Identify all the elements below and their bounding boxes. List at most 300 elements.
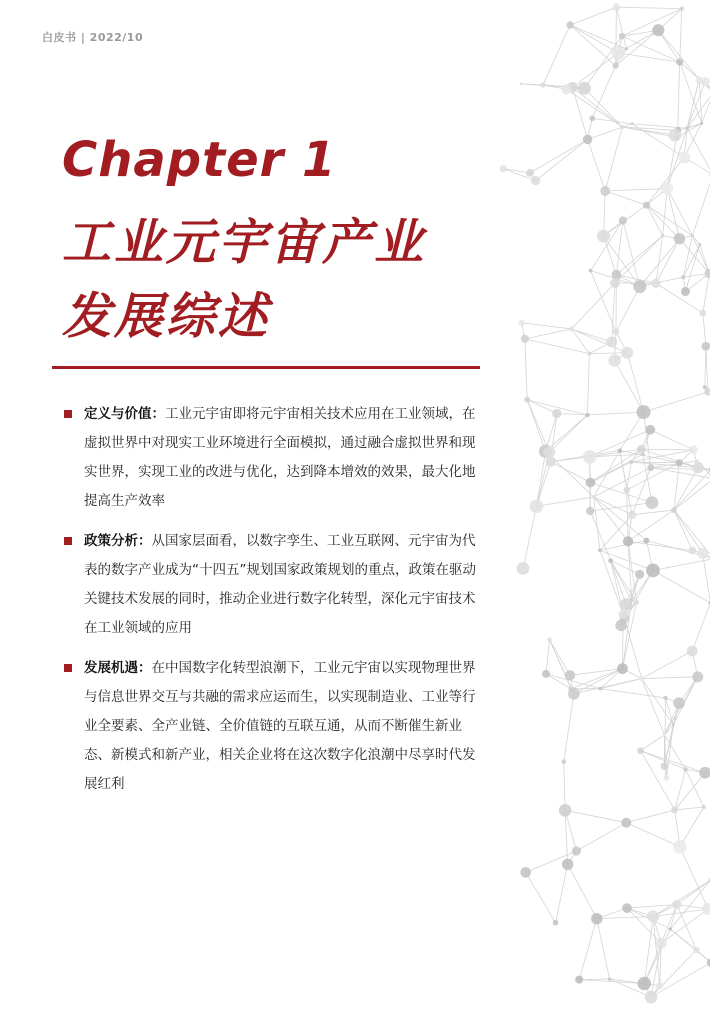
network-line	[605, 188, 667, 190]
network-line	[632, 510, 674, 515]
network-node	[619, 216, 627, 224]
network-node	[517, 562, 530, 575]
network-line	[642, 651, 693, 679]
network-node	[652, 24, 664, 36]
network-line	[679, 236, 692, 239]
network-line	[579, 919, 597, 980]
network-line	[658, 30, 699, 79]
network-line	[703, 273, 709, 313]
network-node	[704, 268, 710, 278]
network-line	[679, 463, 710, 470]
network-line	[685, 273, 709, 291]
network-line	[521, 84, 572, 87]
network-node	[703, 385, 707, 389]
network-line	[643, 454, 652, 502]
network-node	[586, 478, 596, 488]
network-line	[622, 127, 678, 130]
network-line	[546, 640, 549, 674]
network-line	[665, 766, 667, 778]
network-line	[686, 769, 706, 772]
network-node	[585, 413, 590, 418]
title-divider	[52, 366, 480, 369]
network-node	[619, 33, 625, 39]
network-line	[591, 271, 616, 332]
network-line	[664, 735, 666, 778]
network-node	[587, 352, 591, 356]
network-line	[700, 245, 710, 274]
network-line	[665, 698, 666, 766]
network-node	[530, 500, 544, 514]
network-line	[627, 908, 670, 929]
network-line	[616, 53, 619, 66]
network-node	[699, 310, 706, 317]
network-line	[641, 449, 698, 467]
network-line	[699, 79, 710, 92]
network-line	[565, 810, 568, 864]
network-line	[622, 127, 675, 135]
network-node	[685, 126, 689, 130]
network-line	[549, 640, 571, 689]
network-line	[675, 135, 677, 137]
network-line	[610, 979, 651, 997]
network-line	[643, 430, 650, 455]
network-node	[674, 127, 681, 134]
network-line	[653, 570, 710, 603]
network-line	[685, 245, 699, 292]
network-line	[536, 452, 549, 506]
network-node	[646, 563, 660, 577]
network-line	[600, 515, 632, 550]
network-node	[615, 620, 627, 632]
network-nodes	[500, 3, 710, 1003]
network-line	[686, 769, 704, 807]
network-node	[552, 409, 561, 418]
network-line	[647, 157, 685, 205]
network-line	[675, 810, 680, 847]
network-node	[562, 859, 573, 870]
network-line	[647, 205, 663, 236]
network-line	[628, 515, 632, 542]
network-line	[530, 139, 588, 172]
network-line	[632, 124, 684, 158]
network-node	[696, 77, 703, 84]
network-node	[692, 671, 703, 682]
network-node	[518, 320, 524, 326]
network-line	[656, 283, 703, 313]
chapter-title-line-1: 工业元宇宙产业	[62, 214, 427, 271]
network-line	[543, 85, 584, 88]
network-line	[615, 275, 616, 283]
network-line	[656, 239, 680, 284]
network-line	[604, 236, 640, 286]
network-node	[678, 151, 690, 163]
network-node	[698, 243, 701, 246]
network-line	[670, 929, 696, 950]
network-line	[623, 570, 653, 614]
network-line	[631, 462, 679, 463]
bullet-text: 在中国数字化转型浪潮下，工业元宇宙以实现物理世界与信息世界交互与共融的需求应运而生，以实现制造业、工业等行业全要素、全产业链、全价值链的互联互通，从而不断催生新业态、新模式和新产业，相关企业将在这次数字化浪潮中尽享时代发展红利	[84, 660, 476, 792]
network-line	[702, 92, 710, 124]
network-line	[616, 221, 623, 275]
network-line	[627, 462, 631, 490]
network-line	[683, 273, 709, 277]
network-line	[616, 287, 640, 332]
network-line	[680, 62, 700, 79]
network-node	[672, 900, 681, 909]
network-line	[588, 124, 633, 140]
network-node	[621, 818, 631, 828]
network-line	[584, 36, 622, 88]
network-line	[610, 979, 645, 983]
network-line	[527, 400, 549, 452]
network-line	[612, 283, 615, 342]
network-line	[615, 332, 616, 361]
network-line	[523, 506, 537, 568]
chapter-title	[62, 206, 482, 354]
network-line	[692, 603, 710, 651]
network-line	[678, 123, 702, 130]
network-line	[666, 725, 673, 778]
network-node	[546, 456, 556, 466]
network-node	[637, 747, 644, 754]
network-line	[651, 461, 697, 467]
network-node	[661, 762, 669, 770]
network-line	[679, 450, 693, 463]
network-node	[702, 903, 710, 915]
network-line	[644, 392, 708, 412]
document-header: 白皮书 | 2022/10	[42, 31, 144, 44]
network-line	[653, 909, 708, 916]
network-line	[640, 751, 705, 773]
network-line	[616, 36, 622, 66]
network-node	[553, 920, 559, 926]
network-node	[547, 637, 552, 642]
network-line	[646, 540, 710, 558]
network-line	[588, 139, 606, 191]
network-node	[673, 697, 685, 709]
network-line	[627, 353, 643, 412]
network-node	[559, 804, 572, 817]
square-bullet-icon	[64, 537, 72, 545]
network-line	[683, 236, 692, 278]
network-line	[611, 561, 626, 604]
network-node	[612, 3, 620, 11]
network-line	[653, 559, 710, 571]
network-line	[624, 604, 626, 618]
network-line	[567, 89, 623, 127]
network-line	[616, 7, 626, 49]
network-line	[703, 553, 710, 603]
network-node	[561, 84, 571, 94]
network-line	[705, 82, 710, 92]
network-line	[684, 157, 710, 174]
network-line	[666, 698, 680, 703]
network-line	[687, 79, 699, 128]
network-node	[641, 452, 645, 456]
network-line	[670, 880, 710, 929]
network-line	[692, 651, 698, 677]
network-line	[570, 25, 616, 66]
network-line	[536, 462, 550, 507]
network-line	[674, 510, 703, 553]
network-line	[647, 205, 693, 235]
network-node	[566, 21, 573, 28]
network-line	[536, 451, 545, 506]
network-line	[620, 412, 644, 450]
network-node	[676, 59, 683, 66]
network-line	[705, 387, 708, 392]
network-line	[591, 271, 640, 287]
network-line	[600, 550, 653, 570]
network-line	[679, 239, 709, 274]
network-line	[567, 87, 573, 89]
network-line	[692, 175, 710, 236]
network-line	[622, 614, 623, 668]
network-line	[572, 53, 618, 87]
network-line	[640, 239, 680, 287]
network-node	[656, 982, 663, 989]
network-line	[631, 462, 698, 468]
network-line	[571, 329, 589, 354]
network-line	[665, 725, 674, 766]
network-line	[675, 773, 705, 810]
network-node	[645, 425, 655, 435]
network-node	[617, 663, 628, 674]
network-line	[674, 510, 692, 550]
network-line	[665, 703, 680, 766]
network-line	[644, 929, 670, 983]
network-node	[704, 388, 710, 395]
network-line	[551, 413, 557, 461]
network-line	[679, 463, 698, 468]
network-line	[611, 561, 625, 618]
network-node	[671, 806, 678, 813]
network-node	[611, 270, 621, 280]
network-line	[618, 30, 658, 53]
network-line	[651, 950, 696, 997]
network-line	[687, 128, 710, 174]
network-line	[627, 490, 628, 541]
network-line	[653, 916, 661, 943]
network-line	[527, 400, 545, 451]
bullet-text: 从国家层面看，以数字孪生、工业互联网、元宇宙为代表的数字产业成为“十四五”规划国家政策规划的重点，政策在驱动关键技术发展的同时，推动企业进行数字化转型，深化元宇宙技术在工业领域的应用	[84, 533, 476, 636]
network-node	[572, 846, 581, 855]
network-line	[644, 983, 651, 997]
network-node	[583, 135, 593, 145]
network-line	[692, 236, 699, 245]
network-line	[600, 689, 665, 698]
network-line	[590, 482, 652, 502]
network-line	[664, 703, 679, 735]
network-line	[641, 430, 650, 449]
network-node	[663, 775, 669, 781]
network-line	[658, 30, 679, 62]
network-line	[632, 468, 651, 515]
network-node	[700, 122, 703, 125]
network-node	[583, 450, 597, 464]
network-line	[571, 669, 622, 689]
network-node	[520, 867, 531, 878]
network-line	[641, 449, 693, 450]
network-line	[527, 400, 557, 414]
network-line	[675, 769, 686, 810]
network-node	[689, 445, 698, 454]
network-line	[623, 221, 640, 287]
network-node	[637, 445, 645, 453]
network-line	[594, 497, 647, 541]
network-line	[590, 449, 641, 482]
network-line	[622, 600, 631, 668]
network-node	[591, 913, 602, 924]
network-line	[679, 677, 698, 703]
network-line	[680, 807, 704, 847]
network-line	[565, 810, 626, 822]
network-line	[675, 807, 704, 810]
network-line	[626, 574, 640, 604]
network-node	[592, 495, 595, 498]
network-node	[663, 696, 667, 700]
network-line	[503, 169, 530, 173]
network-line	[587, 354, 589, 415]
network-node	[674, 233, 685, 244]
network-node	[621, 347, 633, 359]
network-line	[699, 79, 705, 82]
network-line	[564, 762, 565, 811]
network-node	[646, 496, 659, 509]
network-line	[651, 943, 661, 997]
network-line	[667, 130, 678, 188]
network-line	[564, 694, 574, 762]
network-line	[616, 275, 639, 287]
square-bullet-icon	[64, 410, 72, 418]
network-line	[664, 725, 673, 735]
chapter-label: Chapter 1	[62, 132, 337, 188]
network-line	[597, 916, 653, 918]
network-line	[616, 49, 627, 66]
network-line	[687, 92, 710, 129]
network-line	[692, 236, 709, 274]
network-line	[677, 880, 710, 905]
network-line	[624, 618, 641, 679]
network-line	[632, 574, 640, 600]
network-line	[673, 677, 697, 725]
network-node	[521, 335, 529, 343]
network-line	[699, 81, 705, 82]
network-line	[651, 468, 710, 479]
network-line	[536, 497, 593, 506]
network-node	[608, 977, 612, 981]
network-line	[597, 908, 627, 919]
network-line	[594, 468, 651, 497]
network-line	[525, 339, 590, 354]
network-node	[597, 230, 610, 243]
network-node	[693, 947, 699, 953]
network-line	[670, 929, 710, 963]
network-node	[634, 600, 639, 605]
network-line	[653, 916, 660, 985]
network-line	[546, 451, 594, 497]
network-line	[597, 919, 610, 979]
network-line	[640, 277, 683, 286]
network-line	[616, 30, 659, 65]
network-line	[640, 735, 664, 751]
network-line	[683, 245, 699, 277]
network-node	[645, 991, 658, 1004]
network-line	[632, 124, 687, 128]
network-node	[565, 670, 575, 680]
bullet-key: 定义与价值：	[84, 406, 165, 422]
network-line	[620, 451, 680, 463]
network-line	[546, 415, 588, 451]
square-bullet-icon	[64, 664, 72, 672]
network-line	[592, 66, 615, 119]
network-line	[644, 916, 653, 983]
network-line	[611, 561, 637, 602]
network-line	[677, 123, 702, 137]
network-node	[638, 977, 651, 990]
network-line	[584, 88, 622, 127]
network-node	[672, 723, 675, 726]
network-line	[604, 236, 617, 275]
network-line	[600, 679, 641, 689]
network-line	[628, 541, 632, 600]
network-node	[681, 275, 685, 279]
network-line	[687, 82, 705, 129]
network-line	[594, 497, 632, 515]
network-node	[531, 176, 540, 185]
network-line	[591, 221, 623, 271]
network-node	[635, 570, 644, 579]
network-line	[587, 412, 643, 415]
network-line	[651, 986, 660, 997]
network-line	[522, 323, 525, 339]
network-line	[570, 25, 626, 49]
network-line	[570, 7, 616, 25]
network-node	[702, 805, 706, 809]
network-node	[661, 234, 665, 238]
network-line	[621, 570, 653, 625]
network-line	[627, 463, 680, 490]
network-line	[579, 979, 609, 980]
network-node	[623, 536, 633, 546]
network-node	[669, 927, 672, 930]
network-line	[615, 353, 628, 361]
network-line	[699, 79, 701, 123]
network-line	[590, 503, 652, 511]
bullet-key: 政策分析：	[84, 533, 152, 549]
network-lines	[503, 7, 710, 997]
network-line	[646, 540, 653, 570]
network-node	[683, 767, 687, 771]
network-line	[543, 85, 567, 89]
network-node	[568, 686, 574, 692]
network-line	[687, 81, 699, 129]
bullet-opportunity	[64, 654, 484, 799]
network-line	[525, 339, 527, 400]
network-line	[605, 127, 622, 191]
network-line	[594, 497, 600, 550]
network-line	[677, 904, 708, 909]
network-line	[622, 602, 636, 668]
network-line	[661, 909, 708, 943]
network-line	[611, 561, 632, 601]
network-node	[575, 976, 583, 984]
network-node	[643, 202, 650, 209]
network-line	[626, 810, 674, 823]
network-line	[521, 84, 543, 85]
network-line	[526, 872, 556, 922]
network-line	[618, 53, 679, 62]
